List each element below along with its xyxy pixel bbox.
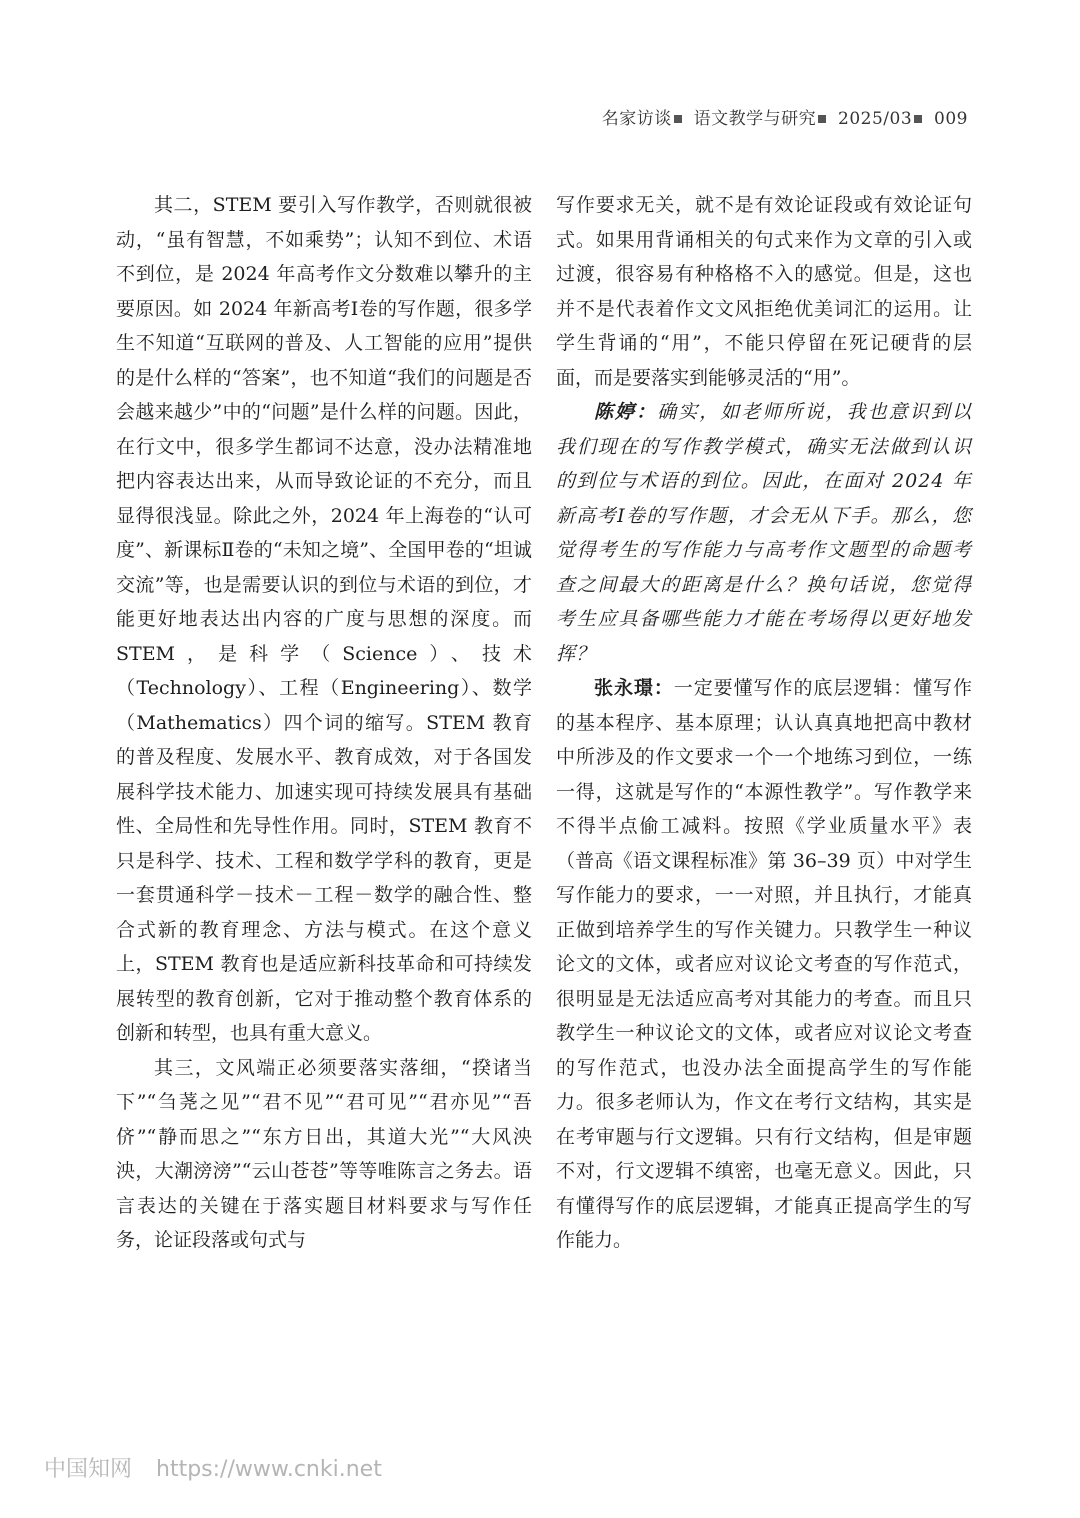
question-chen-ting	[556, 395, 972, 671]
separator-square-icon	[914, 115, 922, 123]
watermark-brand: 中国知网	[44, 1457, 133, 1482]
speaker-name: 陈婷：	[594, 401, 658, 423]
header-section: 名家访谈	[601, 109, 672, 129]
paragraph-style: 其三，文风端正必须要落实落细，“揆诸当下”“刍荛之见”“君不见”“君可见”“君亦见”“吾侪”“静而思之”“东方日出，其道大光”“大风泱泱，大潮滂滂”“云山苍苍”等等唯陈言之务去。语言表达的关键在于落实题目材料要求与写作任务，论证段落或句式与	[116, 1056, 532, 1251]
separator-square-icon	[674, 115, 682, 123]
answer-text: 一定要懂写作的底层逻辑：懂写作的基本程序、基本原理；认认真真地把高中教材中所涉及的作文要求一个一个地练习到位，一练一得，这就是写作的“本源性教学”。写作教学来不得半点偷工减料。按照《学业质量水平》表（普高《语文课程标准》第 36–39 页）中对学生写作能力的要求，一一对照，并且执行，才能真正做到培养学生的写作关键力。只教学生一种议论文的文体，或者应对议论文考查的写作范式，很明显是无法适应高考对其能力的考查。而且只教学生一种议论文的文体，或者应对议论文考查的写作范式，也没办法全面提高学生的写作能力。很多老师认为，作文在考行文结构，其实是在考审题与行文逻辑。只有行文结构，但是审题不对，行文逻辑不缜密，也毫无意义。因此，只有懂得写作的底层逻辑，才能真正提高学生的写作能力。	[556, 677, 972, 1251]
right-column	[556, 188, 972, 1258]
question-text: 确实，如老师所说，我也意识到以我们现在的写作教学模式，确实无法做到认识的到位与术语的到位。因此，在面对 2024 年新高考Ⅰ卷的写作题，才会无从下手。那么，您觉得考生的写作能力与高考作文题型的命题考查之间最大的距离是什么？换句话说，您觉得考生应具备哪些能力才能在考场得以更好地发挥？	[556, 401, 972, 665]
separator-square-icon	[818, 115, 826, 123]
paragraph-continuation: 写作要求无关，就不是有效论证段或有效论证句式。如果用背诵相关的句式来作为文章的引入或过渡，很容易有种格格不入的感觉。但是，这也并不是代表着作文文风拒绝优美词汇的运用。让学生背诵的“用”，不能只停留在死记硬背的层面，而是要落实到能够灵活的“用”。	[556, 194, 972, 389]
answer-zhang-yongjing	[556, 671, 972, 1258]
header-journal: 语文教学与研究	[693, 109, 817, 129]
page-header	[602, 104, 968, 129]
left-column	[116, 188, 532, 1258]
header-page-number: 009	[934, 109, 968, 129]
cnki-watermark	[44, 1452, 382, 1483]
watermark-url: https://www.cnki.net	[156, 1457, 382, 1482]
header-issue: 2025/03	[838, 109, 913, 129]
paragraph-stem: 其二，STEM 要引入写作教学，否则就很被动，“虽有智慧，不如乘势”；认知不到位、术语不到位，是 2024 年高考作文分数难以攀升的主要原因。如 2024 年新高考Ⅰ卷的写作题，很多学生不知道“互联网的普及、人工智能的应用”提供的是什么样的“答案”，也不知道“我们的问题是否会越来越少”中的“问题”是什么样的问题。因此，在行文中，很多学生都词不达意，没办法精准地把内容表达出来，从而导致论证的不充分，而且显得很浅显。除此之外，2024 年上海卷的“认可度”、新课标Ⅱ卷的“未知之境”、全国甲卷的“坦诚交流”等，也是需要认识的到位与术语的到位，才能更好地表达出内容的广度与思想的深度。而 STEM，是科学（Science）、技术（Technology）、工程（Engineering）、数学（Mathematics）四个词的缩写。STEM 教育的普及程度、发展水平、教育成效，对于各国发展科学技术能力、加速实现可持续发展具有基础性、全局性和先导性作用。同时，STEM 教育不只是科学、技术、工程和数学学科的教育，更是一套贯通科学－技术－工程－数学的融合性、整合式新的教育理念、方法与模式。在这个意义上，STEM 教育也是适应新科技革命和可持续发展转型的教育创新，它对于推动整个教育体系的创新和转型，也具有重大意义。	[116, 194, 532, 1044]
speaker-name: 张永璟：	[594, 677, 674, 699]
